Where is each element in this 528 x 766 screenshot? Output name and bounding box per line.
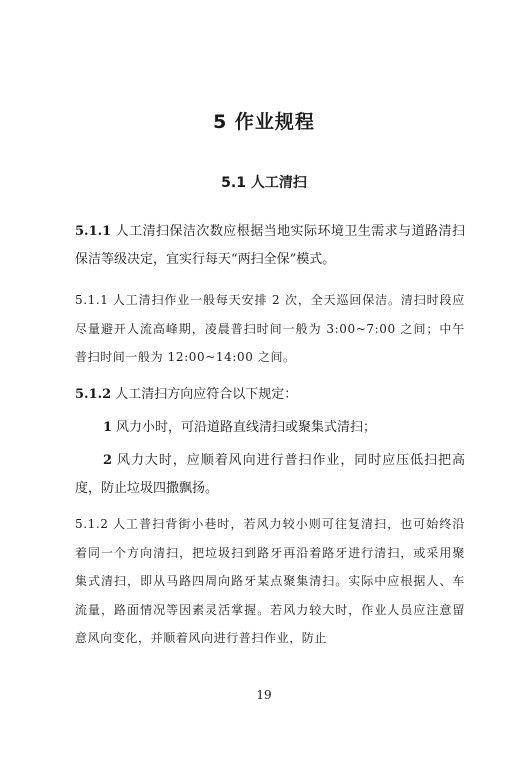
commentary-text: 人工普扫背街小巷时，若风力较小则可往复清扫，也可始终沿着同一个方向清扫，把垃圾扫到路牙再沿着路牙进行清扫，或采用聚集式清扫，即从马路四周向路牙某点聚集清扫。实际中应根据人、车流量，路面情况等因素灵活掌握。若风力较大时，作业人员应注意留意风向变化，并顺着风向进行普扫作业，防止 <box>75 517 465 645</box>
list-number: 2 <box>103 453 113 468</box>
clause-5-1-2 <box>75 381 465 409</box>
clause-number: 5.1.1 <box>75 224 112 239</box>
clause-text: 人工清扫保洁次数应根据当地实际环境卫生需求与道路清扫保洁等级决定，宜实行每天“两扫全保”模式。 <box>75 224 465 267</box>
commentary-text: 人工清扫作业一般每天安排 2 次，全天巡回保洁。清扫时段应尽量避开人流高峰期，凌晨普扫时间一般为 3:00~7:00 之间；中午普扫时间一般为 12:00~14:00 之间。 <box>75 293 465 364</box>
clause-number: 5.1.2 <box>75 387 112 402</box>
section-title: 5.1 人工清扫 <box>221 175 307 191</box>
commentary-5-1-2 <box>75 510 465 653</box>
list-item-1 <box>75 414 465 442</box>
chapter-title: 5 作业规程 <box>213 111 315 133</box>
list-text: 风力小时，可沿道路直线清扫或聚集式清扫； <box>116 420 377 435</box>
commentary-number: 5.1.1 <box>75 293 109 307</box>
commentary-number: 5.1.2 <box>75 517 109 531</box>
list-number: 1 <box>103 420 113 435</box>
list-item-2 <box>75 447 465 503</box>
page-number: 19 <box>256 688 272 702</box>
commentary-5-1-1 <box>75 286 465 372</box>
clause-text: 人工清扫方向应符合以下规定： <box>115 387 298 402</box>
list-text: 风力大时，应顺着风向进行普扫作业，同时应压低扫把高度，防止垃圾四撒飘扬。 <box>75 453 465 496</box>
clause-5-1-1 <box>75 218 465 274</box>
